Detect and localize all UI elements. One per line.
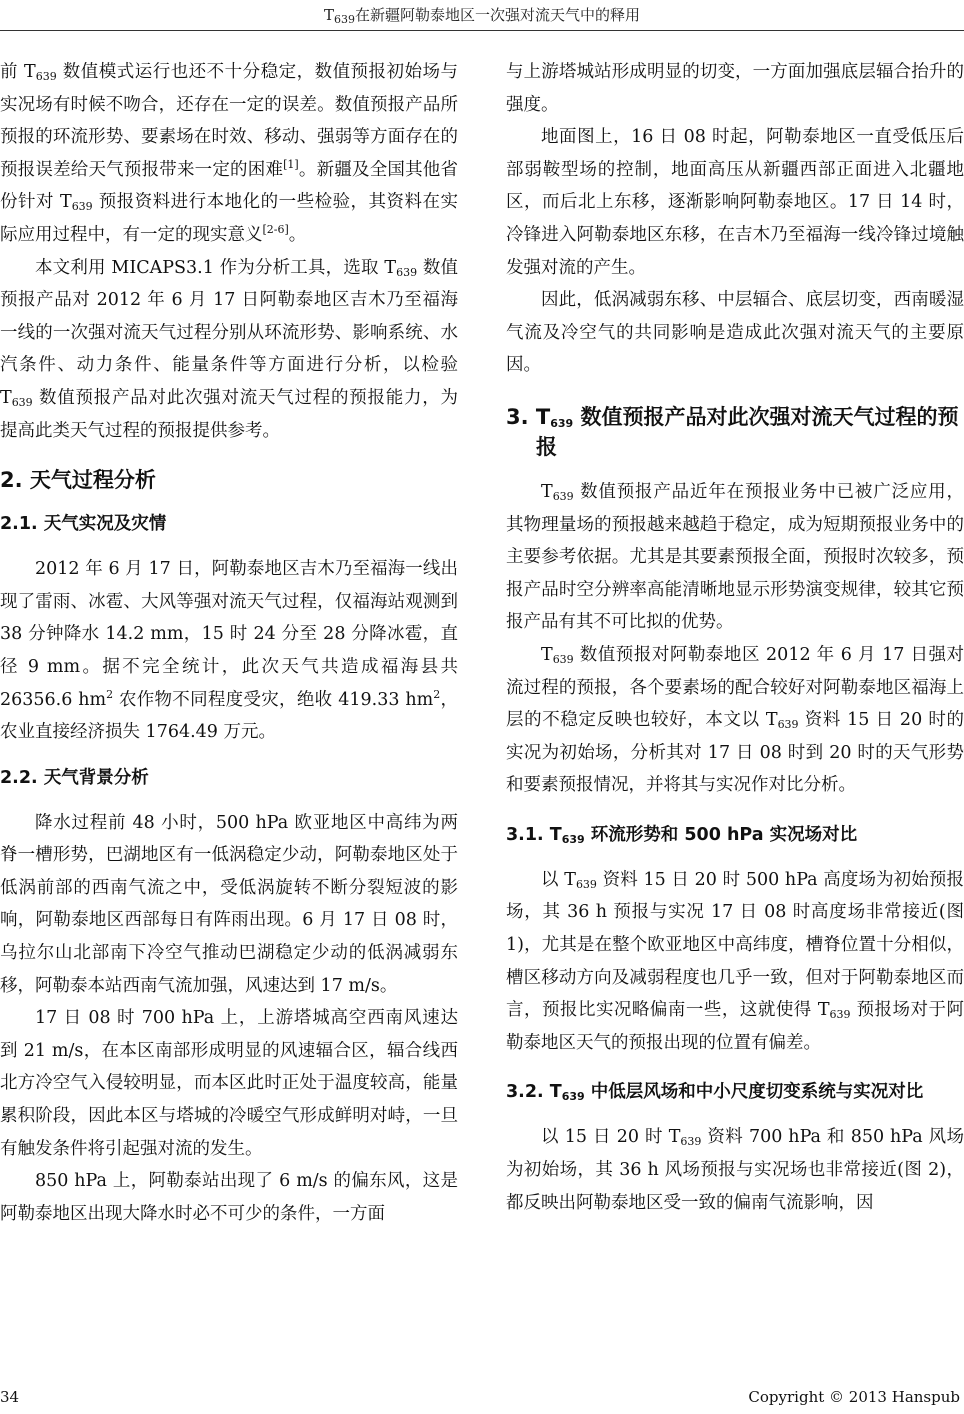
right-column (506, 56, 964, 1219)
paragraph: 以 15 日 20 时 $T_{639}$ 资料 700 hPa 和 850 hPa 风场为初始场，其 36 h 风场预报与实况场也非常接近(图 2)，都反映出阿勒泰地区受一致的偏南气流影响，因 (506, 1127, 964, 1213)
header-subscript: 639 (334, 13, 355, 26)
paragraph: 2012 年 6 月 17 日，阿勒泰地区吉木乃至福海一线出现了雷雨、冰雹、大风等强对流天气过程，仅福海站观测到 38 分钟降水 14.2 mm，15 时 24 分至 28 分降冰雹，直径 9 mm。据不完全统计，此次天气共造成福海县共 26356.6 $hm^2$ 农作物不同程度受灾，绝收 419.33 $hm^2$，农业直接经济损失 1764.49 万元。 (0, 559, 459, 743)
paragraph: 本文利用 MICAPS3.1 作为分析工具，选取 $T_{639}$ 数值预报产品对 2012 年 6 月 17 日阿勒泰地区吉木乃至福海一线的一次强对流天气过程分别从环流形势、影响系统、水汽条件、动力条件、能量条件等方面进行分析，以检验 $T_{639}$ 数值预报产品对此次强对流天气过程的预报能力，为提高此类天气过程的预报提供参考。 (0, 257, 458, 441)
paragraph: 前 $T_{639}$ 数值模式运行也还不十分稳定，数值预报初始场与实况场有时候不吻合，还存在一定的误差。数值预报产品所预报的环流形势、要素场在时效、移动、强弱等方面存在的预报误差给天气预报带来一定的困难[1]。新疆及全国其他省份针对 $T_{639}$ 预报资料进行本地化的一些检验，其资料在实际应用过程中，有一定的现实意义[2-6]。 (0, 62, 459, 245)
running-header (0, 4, 964, 25)
section-heading: 2. 天气过程分析 (0, 468, 156, 493)
page-number: 34 (0, 1388, 20, 1406)
header-rule (0, 30, 964, 31)
citation: [2-6] (262, 222, 289, 236)
subsection-heading: 2.1. 天气实况及灾情 (0, 514, 167, 535)
header-text: 在新疆阿勒泰地区一次强对流天气中的释用 (355, 6, 641, 24)
header-text: T (323, 6, 334, 24)
copyright-notice: Copyright © 2013 Hanspub (748, 1388, 960, 1406)
paragraph: 17 日 08 时 700 hPa 上，上游塔城高空西南风速达到 21 m/s，在本区南部形成明显的风速辐合区，辐合线西北方冷空气入侵较明显，而本区此时正处于温度较高，能量累积阶段，因此本区与塔城的冷暖空气形成鲜明对峙，一旦有触发条件将引起强对流的发生。 (0, 1008, 458, 1159)
paragraph: $T_{639}$ 数值预报对阿勒泰地区 2012 年 6 月 17 日强对流过程的预报，各个要素场的配合较好对阿勒泰地区福海上层的不稳定反映也较好，本文以 $T_{639}$ 资料 15 日 20 时的实况为初始场，分析其对 17 日 08 时到 20 时的天气形势和要素预报情况，并将其与实况作对比分析。 (506, 644, 964, 796)
left-column (0, 56, 458, 1230)
subsection-heading: 2.2. 天气背景分析 (0, 767, 149, 788)
paragraph: 以 $T_{639}$ 资料 15 日 20 时 500 hPa 高度场为初始预报场，其 36 h 预报与实况 17 日 08 时高度场非常接近(图 1)，尤其是在整个欧亚地区中高纬度，槽脊位置十分相似，槽区移动方向及减弱程度也几乎一致，但对于阿勒泰地区而言，预报比实况略偏南一些，这就使得 $T_{639}$ 预报场对于阿勒泰地区天气的预报出现的位置有偏差。 (506, 869, 964, 1053)
paragraph: 与上游塔城站形成明显的切变，一方面加强底层辐合抬升的强度。 (506, 62, 964, 115)
paragraph: $T_{639}$ 数值预报产品近年在预报业务中已被广泛应用，其物理量场的预报越来越趋于稳定，成为短期预报业务中的主要参考依据。尤其是其要素预报全面，预报时次较多，预报产品时空分辨率高能清晰地显示形势演变规律，较其它预报产品有其不可比拟的优势。 (506, 481, 964, 633)
citation: [1] (283, 157, 299, 171)
subsection-heading: 3.2. $T_{639}$ 中低层风场和中小尺度切变系统与实况对比 (506, 1082, 924, 1104)
section-heading: 3. $T_{639}$ 数值预报产品对此次强对流天气过程的预报 (506, 404, 959, 459)
subsection-heading: 3.1. $T_{639}$ 环流形势和 500 hPa 实况场对比 (506, 824, 858, 846)
paragraph: 850 hPa 上，阿勒泰站出现了 6 m/s 的偏东风，这是阿勒泰地区出现大降水时必不可少的条件，一方面 (0, 1171, 458, 1224)
paragraph: 地面图上，16 日 08 时起，阿勒泰地区一直受低压后部弱鞍型场的控制，地面高压从新疆西部正面进入北疆地区，而后北上东移，逐渐影响阿勒泰地区。17 日 14 时，冷锋进入阿勒泰地区东移，在吉木乃至福海一线冷锋过境触发强对流的产生。 (506, 127, 964, 278)
paragraph: 降水过程前 48 小时，500 hPa 欧亚地区中高纬为两脊一槽形势，巴湖地区有一低涡稳定少动，阿勒泰地区处于低涡前部的西南气流之中，受低涡旋转不断分裂短波的影响，阿勒泰地区西部每日有阵雨出现。6 月 17 日 08 时，乌拉尔山北部南下冷空气推动巴湖稳定少动的低涡减弱东移，阿勒泰本站西南气流加强，风速达到 17 m/s。 (0, 812, 458, 996)
paragraph: 因此，低涡减弱东移、中层辐合、底层切变，西南暖湿气流及冷空气的共同影响是造成此次强对流天气的主要原因。 (506, 290, 964, 376)
